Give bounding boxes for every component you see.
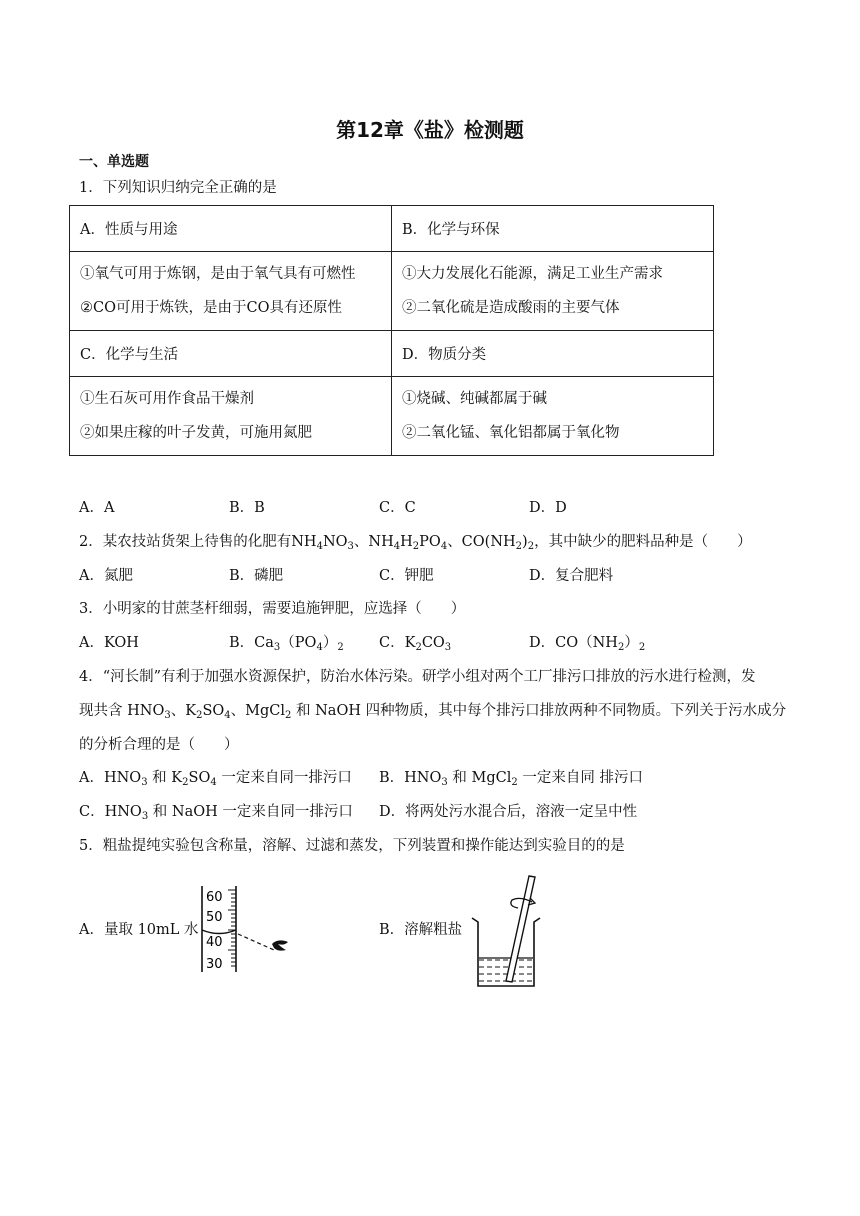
q2-stem-prefix: 2．某农技站货架上待售的化肥有 [79, 534, 292, 550]
table-item: ②CO可用于炼铁，是由于CO具有还原性 [80, 300, 342, 316]
table-cell-a-body [70, 252, 392, 331]
cylinder-tick-30: 30 [206, 957, 223, 972]
question-4-line-1: 4．“河长制”有利于加强水资源保护，防治水体污染。研学小组对两个工厂排污口排放的污水进行检测，发 [79, 669, 756, 685]
table-item: ①氧气可用于炼钢，是由于氧气具有可燃性 [80, 266, 356, 282]
q3-option-d: D．$CO(NH_2)_2$ [529, 635, 646, 653]
beaker-dissolving-figure [468, 872, 560, 992]
q1-option-a: A．A [79, 500, 115, 516]
q2-option-d: D．复合肥料 [529, 568, 614, 584]
q1-option-b: B．B [229, 500, 265, 516]
table-item: ①大力发展化石能源，满足工业生产需求 [402, 266, 663, 282]
table-cell-c-body [70, 377, 392, 456]
question-4-line-2: 现共含 $HNO_3$、$K_2SO_4$、MgCl$_2$ 和 NaOH 四种物质，其中每个排污口排放两种不同物质。下列关于污水成分 [79, 703, 787, 721]
q2-option-c: C．钾肥 [379, 568, 434, 584]
q2-option-b: B．磷肥 [229, 568, 284, 584]
graduated-cylinder-figure [198, 884, 298, 976]
q4-option-a: A．$HNO_3$ 和 $K_2SO_4$ 一定来自同一排污口 [79, 770, 352, 788]
table-item: ②二氧化锰、氧化铝都属于氧化物 [402, 425, 620, 441]
table-cell-d-body [392, 377, 714, 456]
q4-option-b: B．$HNO_3$ 和 MgCl$_2$ 一定来自同 排污口 [379, 770, 643, 788]
q2-stem-suffix: ，其中缺少的肥料品种是（ ） [534, 534, 752, 550]
cylinder-tick-50: 50 [206, 910, 223, 925]
q1-option-d: D．D [529, 500, 567, 516]
question-1-stem: 1．下列知识归纳完全正确的是 [79, 180, 277, 196]
question-4-line-3: 的分析合理的是（ ） [79, 737, 239, 753]
page-title: 第12章《盐》检测题 [336, 118, 524, 142]
table-cell-b-body [392, 252, 714, 331]
eye-icon [272, 940, 288, 950]
q3-option-b: B．$Ca_3(PO_4)_2$ [229, 635, 344, 653]
question-3-stem: 3．小明家的甘蔗茎杆细弱，需要追施钾肥，应选择（ ） [79, 601, 466, 617]
q4-option-c: C．$HNO_3$ 和 NaOH 一定来自同一排污口 [79, 804, 353, 822]
q5-option-b-label: B．溶解粗盐 [379, 922, 463, 938]
q5-option-a-label: A．量取 10mL 水 [79, 922, 199, 938]
table-cell-c-head: C．化学与生活 [70, 331, 392, 377]
q3-option-c: C．$K_2CO_3$ [379, 635, 452, 653]
q3-option-a: A．KOH [79, 635, 139, 651]
table-item: ①烧碱、纯碱都属于碱 [402, 391, 547, 407]
table-item: ②如果庄稼的叶子发黄，可施用氮肥 [80, 425, 312, 441]
q4-option-d: D．将两处污水混合后，溶液一定呈中性 [379, 804, 638, 820]
knowledge-table [69, 205, 714, 456]
cylinder-tick-60: 60 [206, 890, 223, 905]
table-cell-a-head: A．性质与用途 [70, 206, 392, 252]
cylinder-tick-40: 40 [206, 935, 223, 950]
table-item: ②二氧化硫是造成酸雨的主要气体 [402, 300, 620, 316]
q1-option-c: C．C [379, 500, 416, 516]
question-5-stem: 5．粗盐提纯实验包含称量，溶解、过滤和蒸发，下列装置和操作能达到实验目的的是 [79, 838, 625, 854]
section-heading: 一、单选题 [79, 154, 149, 170]
table-cell-d-head: D．物质分类 [392, 331, 714, 377]
table-cell-b-head: B．化学与环保 [392, 206, 714, 252]
question-2-stem: 2．某农技站货架上待售的化肥有$NH_4NO_3$、$NH_4H_2PO_4$、$CO(NH_2)_2$，其中缺少的肥料品种是（ ） [79, 534, 752, 552]
q2-option-a: A．氮肥 [79, 568, 133, 584]
table-item: ①生石灰可用作食品干燥剂 [80, 391, 254, 407]
glass-rod [506, 876, 535, 982]
